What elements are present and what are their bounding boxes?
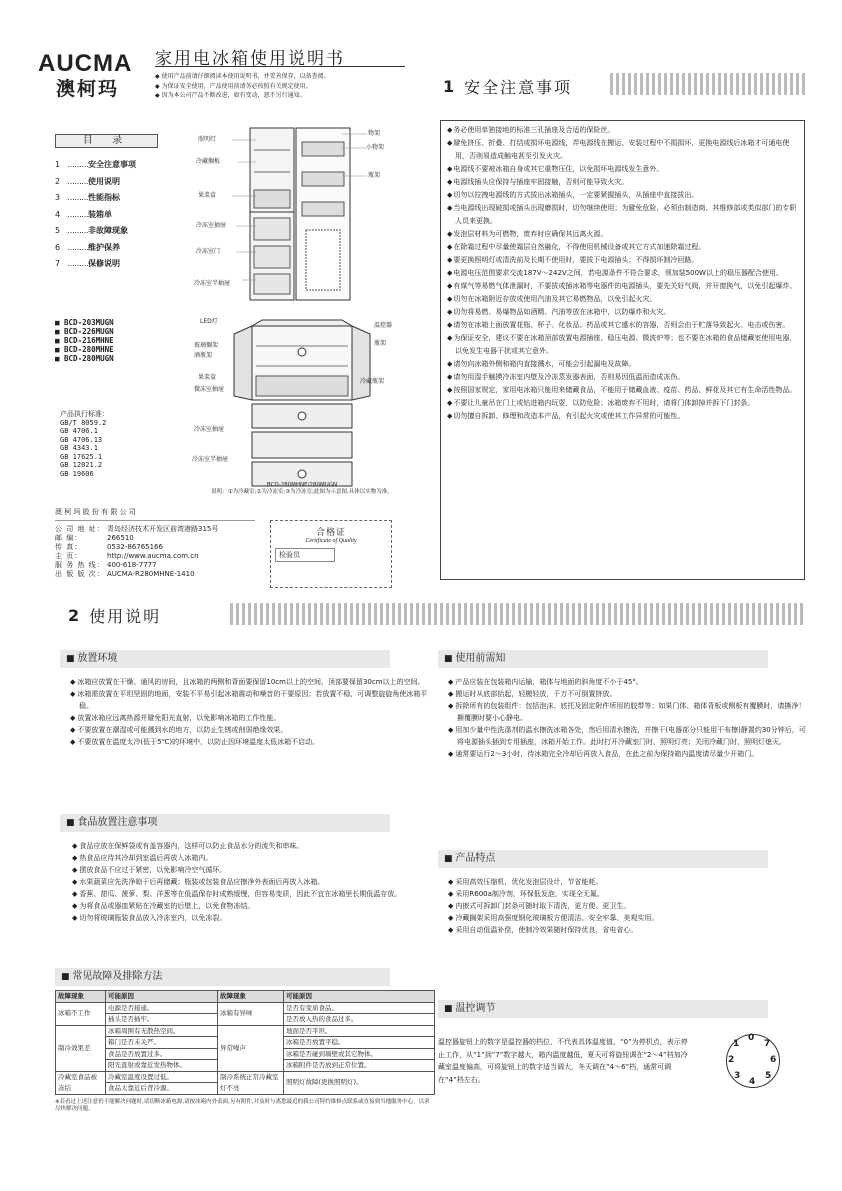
fig2-label: 玻璃搁架 <box>194 342 219 349</box>
faults-footnote: ※若看过上述注意仍不能解决问题时,请切断冰箱电源,请按冰箱内外表面,另有附件,并及时与离您最近的我公司特约维修点联系或直接到当地服务中心，以求尽快解决问题。 <box>55 1098 430 1112</box>
table-header: 可能原因 <box>106 991 218 1003</box>
safety-item: ◆ 请勿向冰箱外侧和箱内直接溅水，可能会引起漏电及故障。 <box>447 358 798 371</box>
cert-subtitle: Certificate of Quality <box>305 538 357 544</box>
food-item: ◆ 热食品应待其冷却到室温后再放入冰箱内。 <box>72 852 430 864</box>
feature-item: ◆ 采用高效压缩机，优化发泡层设计，节省能耗。 <box>448 876 808 888</box>
feature-item: ◆ 冷藏搁架采用高强度钢化玻璃板方便清洁、安全牢靠、美观实用。 <box>448 912 808 924</box>
fig1-label: 冷冻室抽屉 <box>196 222 227 229</box>
table-cell: 冰箱周围有无散热空间。 <box>106 1025 218 1037</box>
safety-item: ◆ 切勿将易燃、易爆物品如酒精、汽油等放在冰箱中，以防爆炸和火灾。 <box>447 306 798 319</box>
dial-mark: 3 <box>734 1071 741 1081</box>
company-name: 澳 柯 玛 股 份 有 限 公 司 <box>55 508 136 516</box>
dial-mark: 4 <box>749 1077 756 1087</box>
dial-mark: 1 <box>733 1039 740 1049</box>
food-item: ◆ 摆放食品不应过于紧密，以免影响冷空气循环。 <box>72 864 430 876</box>
safety-item: ◆ 为保证安全，建议不要在冰箱顶部放置电源插座、稳压电源、微波炉等；也不要在冰箱的食品储藏室使用电器，以免发生电器干扰或其它意外。 <box>447 332 798 358</box>
env-item: ◆ 放置冰箱应远离热源并避免阳光直射，以免影响冰箱的工作性能。 <box>70 712 430 724</box>
fig2-label: 酒瓶架 <box>194 352 213 359</box>
table-cell: 插头是否插牢。 <box>106 1014 218 1026</box>
toc-item[interactable]: 5 ………非故障现象 <box>55 226 128 235</box>
temp-title: ■ 温控调节 <box>438 1000 768 1018</box>
table-cell: 阳光直射或靠近发热物体。 <box>106 1060 218 1072</box>
fridge-diagram-2 <box>192 312 412 504</box>
fig1-label: 小物架 <box>366 144 385 151</box>
doc-note: ◆ 使用产品前请仔细阅读本使用说明书，并妥善保存，以备查阅。 <box>155 72 330 82</box>
dial-mark: 6 <box>770 1055 777 1065</box>
env-item: ◆ 不要放置在温度太冷(低于5℃)的环境中，以防止因环境温度太低冰箱不启动。 <box>70 736 430 748</box>
safety-item: ◆ 电源线插头应保持与插座牢固接触，否则可能导致火灾。 <box>447 176 798 189</box>
env-item: ◆ 不要放置在潮湿或可能溅到水的地方，以防止生锈或削弱绝缘效果。 <box>70 724 430 736</box>
fig1-label: 瓶架 <box>368 172 381 179</box>
model-item: ■ BCD-216MHNE <box>55 336 114 345</box>
model-item: ■ BCD-203MUGN <box>55 318 114 327</box>
company-row: 传 真： 0532-86765166 <box>55 543 163 551</box>
standards <box>60 410 109 478</box>
section-1-number: 1 <box>443 77 455 96</box>
table-header-row <box>56 991 435 1003</box>
table-cell: 冰箱是否碰到墙壁或其它物体。 <box>284 1048 435 1060</box>
food-item: ◆ 香蕉、甜瓜、菠萝、梨、洋葱等在低温保存时成熟缓慢，但容易变质，因此不宜在冰箱里长期低温存放。 <box>72 888 430 900</box>
section-1-stripes <box>610 73 805 95</box>
fig1-label: 冷冻室门 <box>196 248 221 255</box>
faults-table <box>55 990 435 1095</box>
fig2-label: 温控器 <box>374 322 393 329</box>
cert-title: 合格证 <box>315 528 346 538</box>
toc-item[interactable]: 4 ………装箱单 <box>55 209 112 219</box>
toc-title: 目 录 <box>55 134 158 148</box>
safety-item: ◆ 务必使用单独接地的标准三孔插座及合适的保险丝。 <box>447 124 798 137</box>
dial-mark: 7 <box>764 1039 771 1049</box>
company-rule <box>55 520 255 521</box>
table-header: 故障现象 <box>56 991 106 1003</box>
standard-item: GB 4706.13 <box>60 435 103 444</box>
table-cell: 冰箱是否放置平稳。 <box>284 1037 435 1049</box>
environment-block <box>60 650 430 748</box>
env-item: ◆ 冰箱需放置在平坦坚固的地面，安装不平易引起冰箱震动和噪音的干要原因；若放置不稳，可调整旋旋角使冰箱平稳。 <box>70 688 430 712</box>
food-block <box>60 814 430 924</box>
company-info <box>55 508 255 579</box>
safety-item: ◆ 要更换照明灯或清洗前及长期不使用时，要拔下电源插头；不得损坏制冷回路。 <box>447 254 798 267</box>
feature-item: ◆ 内嵌式可拆卸门封条可随时取下清洗，更方便、更卫生。 <box>448 900 808 912</box>
environment-title: ■ 放置环境 <box>60 650 390 668</box>
table-cell: 食品太靠近后背冷源。 <box>106 1083 218 1095</box>
section-2-number: 2 <box>68 606 80 625</box>
fig1-label: 果菜盒 <box>198 192 217 199</box>
fig2-caption: BCD-280MHNE/280MUGN <box>266 482 338 488</box>
company-row: 主 页： http://www.aucma.com.cn <box>55 552 199 560</box>
fig2-label: 微冻室抽屉 <box>194 386 225 393</box>
doc-title: 家用电冰箱使用说明书 <box>155 49 345 69</box>
table-cell: 电源是否接通。 <box>106 1002 218 1014</box>
model-item: ■ BCD-280MUGN <box>55 354 114 363</box>
section-2-heading <box>68 604 161 627</box>
table-cell: 照明灯故障(更换照明灯)。 <box>284 1071 435 1094</box>
food-item: ◆ 水果蔬菜应先洗净晾干后再储藏；瓶装或包装食品应擦净外表面后再放入冰箱。 <box>72 876 430 888</box>
table-cell: 食品是否放置过多。 <box>106 1048 218 1060</box>
company-row: 出 版 版 次： AUCMA-R280MHNE-1410 <box>55 570 195 578</box>
standard-item: GB 4706.1 <box>60 427 98 435</box>
table-cell: 异常噪声 <box>218 1025 284 1071</box>
quality-certificate <box>270 520 392 588</box>
feature-item: ◆ 采用自动低温补偿，使制冷效果随时保持优良，省电省心。 <box>448 924 808 936</box>
table-cell: 制冷系统正常冷藏室灯不亮 <box>218 1071 284 1094</box>
fig2-label: LED灯 <box>200 318 218 325</box>
features-block <box>438 850 808 936</box>
table-row <box>56 1025 435 1037</box>
environment-list <box>60 676 430 748</box>
table-cell: 是否放入热的食品过多。 <box>284 1014 435 1026</box>
food-item: ◆ 切勿将玻璃瓶装食品放入冷冻室内，以免冻裂。 <box>72 912 430 924</box>
features-list <box>438 876 808 936</box>
safety-item: ◆ 发泡层材料为可燃物，废弃时应确保其远离火源。 <box>447 228 798 241</box>
toc-item[interactable]: 7 ………保修说明 <box>55 259 120 268</box>
brand-logo-cn: 澳柯玛 <box>56 78 120 100</box>
toc-item[interactable]: 2 ………使用说明 <box>55 176 120 186</box>
model-item: ■ BCD-226MUGN <box>55 327 114 336</box>
table-row <box>56 1071 435 1083</box>
company-row: 邮 编： 266510 <box>55 534 134 542</box>
standard-item: GB 12021.2 <box>60 461 103 469</box>
dial-mark: 0 <box>748 1033 755 1043</box>
before-use-list <box>438 676 808 760</box>
before-use-block <box>438 650 808 760</box>
fig2-label: 冷冻室抽屉 <box>194 426 225 433</box>
fig2-label: 果菜盒 <box>198 374 217 381</box>
section-2-stripes <box>230 603 805 625</box>
table-cell: 冰箱有异味 <box>218 1002 284 1025</box>
safety-item: ◆ 按照国家规定，家用电冰箱只能用来储藏食品，不能用于储藏血液、疫苗、药品、鲜花及其它有生命活性物品。 <box>447 384 798 397</box>
standards-title: 产品执行标准： <box>60 410 109 418</box>
toc-list <box>55 157 136 273</box>
table-cell: 冰箱附件是否放到正常位置。 <box>284 1060 435 1072</box>
standard-item: GB 19606 <box>60 469 94 478</box>
model-list <box>55 318 114 363</box>
standard-item: GB 17625.1 <box>60 452 103 461</box>
company-row: 公 司 地 址： 青岛经济技术开发区前湾港路315号 <box>55 525 219 533</box>
doc-note: ◆ 为保证安全使用，产品使用前请务必按照有关规定使用。 <box>155 82 330 92</box>
temp-text: 温控器旋钮上的数字是温控器的档位，不代表具体温度值，“0”为停机点，表示停止工作，从“1”到“7”数字越大，箱内温度越低，夏天可将旋钮调在“2～4”档加冷藏室温度偏高，可将旋钮上的数字适当调大，冬天调在“4～6”档，通常可调在“4”档左右。 <box>438 1038 688 1084</box>
fig1-label: 冷藏搁板 <box>196 158 221 165</box>
faults-title: ■ 常见故障及排除方法 <box>55 968 390 986</box>
food-list <box>60 840 430 924</box>
faults-block <box>55 968 435 1113</box>
prep-item: ◆ 搬运时从底部抬起，轻搬轻放，千万不可倒置挤放。 <box>448 688 808 700</box>
safety-item: ◆ 避免挤压、折叠、打结或损坏电源线，弄电源线在搬运、安装过程中不损损坏，更换电源线后冰箱才可通电使用，否则易造成触电甚至引发火灾。 <box>447 137 798 163</box>
dial-mark: 2 <box>728 1055 735 1065</box>
table-header: 可能原因 <box>284 991 435 1003</box>
safety-item: ◆ 在除霜过程中尽量使霜层自然融化，不得使用机械设备或其它方式加速除霜过程。 <box>447 241 798 254</box>
toc-item[interactable]: 1 ………安全注意事项 <box>55 160 136 169</box>
feature-item: ◆ 采用R600a制冷剂，环保低发泡，实现全无氟。 <box>448 888 808 900</box>
safety-item: ◆ 切勿擅自拆卸、修理和改造本产品，有引起火灾或使其工作异常的可能性。 <box>447 410 798 423</box>
table-cell: 冷藏室温度设置过低。 <box>106 1071 218 1083</box>
table-cell: 冰箱不工作 <box>56 1002 106 1025</box>
table-cell: 箱门是否未关严。 <box>106 1037 218 1049</box>
fig2-label: 冷藏瓶架 <box>360 378 385 385</box>
toc-item[interactable]: 6 ………维护保养 <box>55 242 120 252</box>
standard-item: GB 4343.1 <box>60 444 98 452</box>
food-item: ◆ 为将食品或器皿紧贴在冷藏室的后壁上，以免食物冻结。 <box>72 900 430 912</box>
safety-item: ◆ 当电源线出现破损或插头出现磨损时，切勿继续使用；为避免危险，必须由制造商、其维修部或类似部门的专职人员来更换。 <box>447 202 798 228</box>
fig1-label: 物架 <box>368 130 381 137</box>
prep-item: ◆ 通常要运行2～3小时，待冰箱完全冷却后再放入食品，在此之前为保持箱内温度请尽量少开箱门。 <box>448 748 808 760</box>
table-row <box>56 1002 435 1014</box>
table-cell: 是否有变质食品。 <box>284 1002 435 1014</box>
safety-item: ◆ 请勿用湿手触摸冷冻室内壁及冷冻蒸发器表面，否则易因低温而造成冻伤。 <box>447 371 798 384</box>
thermostat-dial[interactable] <box>726 1034 780 1088</box>
safety-item: ◆ 电源线不要被冰箱自身或其它重物压住，以免损坏电源线发生意外。 <box>447 163 798 176</box>
section-1-title: 安全注意事项 <box>464 78 573 97</box>
prep-item: ◆ 拆除所有的包装组件：包括泡沫、底托及固定附件所用的胶带等；如果门体、箱体背板或侧板有覆膜时，请撕净！撕覆膜时要小心静电。 <box>448 700 808 724</box>
fig2-note: 说明：①为冷藏室;②为冷冻室;③为冷冻室;此图为示意图,具体以实物为准。 <box>211 489 393 495</box>
dial-mark: 5 <box>765 1071 772 1081</box>
food-title: ■ 食品放置注意事项 <box>60 814 390 832</box>
company-row: 服 务 热 线： 400-618-7777 <box>55 561 157 569</box>
safety-item: ◆ 有煤气等易燃气体泄漏时，不要拔或插冰箱等电器件的电源插头，要先关好气阀，并开窗换气，以免引起爆炸。 <box>447 280 798 293</box>
table-header: 故障现象 <box>218 991 284 1003</box>
prep-item: ◆ 用加少量中性洗涤剂的温水擦洗冰箱各处，然后用清水擦洗，并擦干(电器部分只能用干布擦)静置约30分钟后，可将电源插头插到专用插座，冰箱开始工作。此时打开冷藏室门时，照明灯亮；关闭冷藏门时，照明灯熄灭。 <box>448 724 808 748</box>
safety-item: ◆ 请勿在冰箱上面放置花瓶、杯子、化妆品、药品或其它盛水的容器，否则会由于贮落导致起火、电击或伤害。 <box>447 319 798 332</box>
env-item: ◆ 冰箱应放置在干燥、通风的房间，且冰箱的两侧和背面要保留10cm以上的空间，顶部要保留30cm以上的空间。 <box>70 676 430 688</box>
brand-logo-en: AUCMA <box>38 50 133 77</box>
food-item: ◆ 食品应放在保鲜袋或有盖容器内，这样可以防止食品水分的流失和串味。 <box>72 840 430 852</box>
safety-item: ◆ 切勿在冰箱附近存放或使用汽油及其它易燃物品，以免引起火灾。 <box>447 293 798 306</box>
fig2-label: 瓶架 <box>374 340 387 347</box>
table-cell: 制冷效果差 <box>56 1025 106 1071</box>
fig1-label: 照明灯 <box>198 136 217 143</box>
doc-note: ◆ 因为本公司产品不断改进，如有变动，恕不另行通知。 <box>155 91 330 101</box>
section-2-title: 使用说明 <box>89 607 162 626</box>
table-cell: 地面是否平坦。 <box>284 1025 435 1037</box>
safety-list <box>440 120 805 580</box>
model-item: ■ BCD-280MHNE <box>55 345 114 354</box>
safety-item: ◆ 切勿以拉拽电源线的方式拔出冰箱插头，一定要紧握插头，从插座中直接拔出。 <box>447 189 798 202</box>
fridge-diagram-1 <box>192 120 412 310</box>
table-cell: 冷藏室食品被冻结 <box>56 1071 106 1094</box>
safety-item: ◆ 不要让儿童吊在门上或钻进箱内玩耍，以防危险；冰箱废弃不用时，请将门体卸掉并拆下门封条。 <box>447 397 798 410</box>
prep-item: ◆ 产品应装在包装箱内运输，箱体与地面的斜角度不小于45°。 <box>448 676 808 688</box>
fig2-label: 冷冻室半抽屉 <box>192 456 229 463</box>
cert-inspector: 检验员 <box>275 548 335 562</box>
features-title: ■ 产品特点 <box>438 850 768 868</box>
before-use-title: ■ 使用前需知 <box>438 650 768 668</box>
safety-item: ◆ 电源电压范围要求交流187V～242V之间，若电源条件不符合要求，须加装500W以上的稳压器配合使用。 <box>447 267 798 280</box>
fig1-label: 冷冻室半抽屉 <box>194 280 231 287</box>
doc-notes <box>155 72 330 101</box>
standard-item: GB/T 8059.2 <box>60 418 107 427</box>
toc-item[interactable]: 3 ………性能指标 <box>55 193 120 202</box>
section-1-heading <box>443 75 572 98</box>
